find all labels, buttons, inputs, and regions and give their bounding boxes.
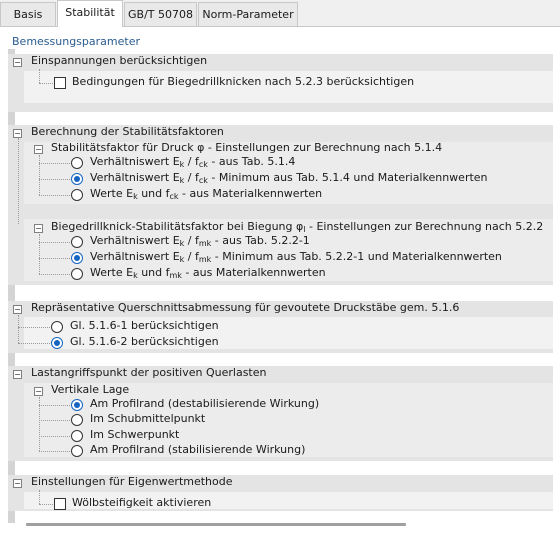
tree-connector [39, 234, 40, 274]
radio-gl-5162-label: Gl. 5.1.6-2 berücksichtigen [70, 335, 219, 348]
group-eigenwert-label: Einstellungen für Eigenwertmethode [31, 475, 233, 488]
tree-connector [39, 179, 70, 180]
tab-norm-parameter[interactable] [198, 2, 298, 26]
checkbox-woelbsteifigkeit[interactable] [54, 498, 66, 510]
tab-label: Norm-Parameter [202, 8, 294, 21]
tab-stabilitaet[interactable] [57, 0, 123, 27]
tree-connector [39, 242, 70, 243]
collapse-icon[interactable]: − [35, 387, 42, 396]
druck-label: Stabilitätsfaktor für Druck φ - Einstellungen zur Berechnung nach 5.1.4 [51, 141, 443, 154]
tab-bar [0, 0, 560, 26]
radio-biegung-material[interactable] [71, 268, 83, 280]
radio-schwerpunkt[interactable] [71, 430, 83, 442]
tab-gbt-50708[interactable] [124, 2, 197, 26]
checkbox-biegedrillknicken-label: Bedingungen für Biegedrillknicken nach 5.2.3 berücksichtigen [72, 75, 415, 88]
vertikal-label: Vertikale Lage [51, 383, 130, 396]
settings-tree [8, 49, 553, 523]
tree-connector [18, 327, 50, 328]
radio-biegung-minimum[interactable] [71, 252, 83, 264]
radio-profilrand-destabilisierend[interactable] [71, 399, 83, 411]
collapse-icon[interactable]: − [14, 305, 21, 314]
tab-label: Stabilität [65, 6, 115, 19]
tree-connector [39, 258, 70, 259]
radio-gl-5161-label: Gl. 5.1.6-1 berücksichtigen [70, 319, 219, 332]
biegung-label: Biegedrillknick-Stabilitätsfaktor bei Biegung $\varphi_l$ - Einstellungen zur Berechnung nach 5.2.2 [51, 220, 544, 234]
radio-schubmittelpunkt-label: Im Schubmittelpunkt [90, 412, 206, 425]
radio-biegung-material-label: Werte $E_k$ und $f_{mk}$ - aus Materialkennwerten [90, 266, 326, 280]
group-einspannungen-label: Einspannungen berücksichtigen [31, 54, 208, 67]
collapse-icon[interactable]: − [14, 129, 21, 138]
radio-profilrand-destabilisierend-label: Am Profilrand (destabilisierende Wirkung) [90, 397, 320, 410]
horizontal-scrollbar[interactable] [26, 523, 406, 526]
tree-connector [39, 436, 70, 437]
tree-connector [39, 155, 40, 195]
collapse-icon[interactable]: − [14, 370, 21, 379]
tree-connector [39, 451, 70, 452]
radio-biegung-tab[interactable] [71, 236, 83, 248]
collapse-icon[interactable]: − [14, 479, 21, 488]
radio-druck-minimum[interactable] [71, 173, 83, 185]
checkbox-biegedrillknicken[interactable] [54, 77, 66, 89]
radio-gl-5162[interactable] [51, 337, 63, 349]
group-stabilitaet-label: Berechnung der Stabilitätsfaktoren [31, 125, 224, 138]
radio-druck-minimum-label: Verhältniswert $E_k / f_{ck}$ - Minimum aus Tab. 5.1.4 und Materialkennwerten [90, 171, 488, 185]
checkbox-woelbsteifigkeit-label: Wölbsteifigkeit aktivieren [72, 496, 212, 509]
section-title: Bemessungsparameter [12, 35, 140, 48]
tree-connector [39, 274, 70, 275]
radio-gl-5161[interactable] [51, 321, 63, 333]
tree-connector [39, 405, 70, 406]
tree-connector [18, 315, 19, 343]
tree-connector [18, 138, 19, 224]
tree-connector [18, 343, 50, 344]
collapse-icon[interactable]: − [35, 224, 42, 233]
radio-profilrand-stabilisierend[interactable] [71, 445, 83, 457]
tree-connector [39, 163, 70, 164]
radio-schubmittelpunkt[interactable] [71, 414, 83, 426]
radio-biegung-minimum-label: Verhältniswert $E_k / f_{mk}$ - Minimum aus Tab. 5.2.2-1 und Materialkennwerten [90, 250, 502, 264]
radio-druck-material-label: Werte $E_k$ und $f_{ck}$ - aus Materialkennwerten [90, 187, 323, 201]
tree-connector [39, 69, 40, 83]
tab-label: Basis [13, 8, 43, 21]
radio-schwerpunkt-label: Im Schwerpunkt [90, 428, 180, 441]
radio-druck-tab-label: Verhältniswert $E_k / f_{ck}$ - aus Tab. 5.1.4 [90, 155, 296, 169]
tree-connector [39, 420, 70, 421]
radio-biegung-tab-label: Verhältniswert $E_k / f_{mk}$ - aus Tab. 5.2.2-1 [90, 234, 310, 248]
collapse-icon[interactable]: − [35, 145, 42, 154]
settings-panel [0, 26, 560, 541]
tab-basis[interactable] [0, 2, 56, 26]
tree-connector [39, 195, 70, 196]
radio-druck-tab[interactable] [71, 157, 83, 169]
tab-label: GB/T 50708 [128, 8, 193, 21]
radio-profilrand-stabilisierend-label: Am Profilrand (stabilisierende Wirkung) [90, 443, 306, 456]
tree-connector [39, 490, 40, 504]
group-lastangriff-label: Lastangriffspunkt der positiven Querlasten [31, 366, 267, 379]
tree-connector [39, 504, 53, 505]
collapse-icon[interactable]: − [14, 58, 21, 67]
tree-connector [39, 83, 53, 84]
radio-druck-material[interactable] [71, 189, 83, 201]
group-querschnitt-label: Repräsentative Querschnittsabmessung für gevoutete Druckstäbe gem. 5.1.6 [31, 301, 460, 314]
